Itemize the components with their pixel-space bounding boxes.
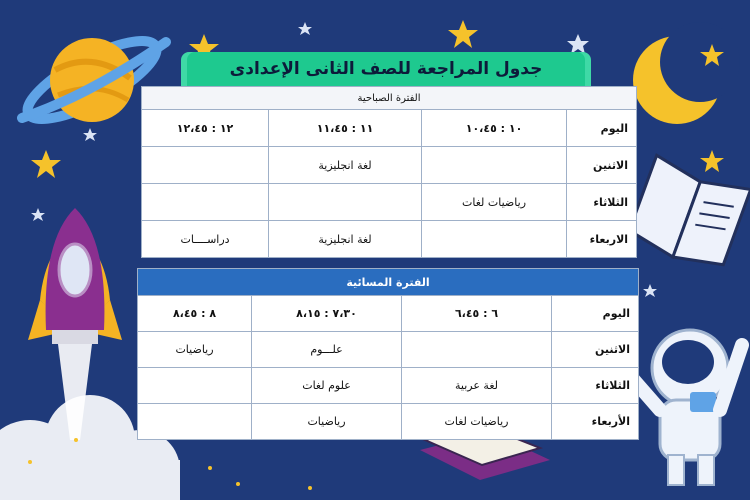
table-row [138, 368, 639, 404]
day-cell: الاربعاء [567, 221, 637, 258]
page-title: جدول المراجعة للصف الثانى الإعدادى [229, 59, 543, 79]
time-slot-cell: ١٢ : ١٢،٤٥ [142, 110, 269, 147]
time-slot-cell: ٦ : ٦،٤٥ [402, 296, 552, 332]
subject-cell [269, 184, 422, 221]
table-row [138, 332, 639, 368]
day-cell: الثلاثاء [567, 184, 637, 221]
table-row [142, 184, 637, 221]
open-book-icon [626, 155, 750, 274]
evening-schedule-table [137, 268, 639, 440]
header-day-cell: اليوم [552, 296, 639, 332]
subject-cell [138, 404, 252, 440]
table-row [142, 147, 637, 184]
time-slot-cell: ٨ : ٨،٤٥ [138, 296, 252, 332]
subject-cell: رياضيات [252, 404, 402, 440]
header-day-cell: اليوم [567, 110, 637, 147]
subject-cell: لغة عربية [402, 368, 552, 404]
subject-cell [402, 332, 552, 368]
day-cell: الاثنين [552, 332, 639, 368]
subject-cell: رياضيات لغات [402, 404, 552, 440]
day-cell: الاثنين [567, 147, 637, 184]
table-row [142, 221, 637, 258]
subject-cell: لغة انجليزية [269, 221, 422, 258]
day-cell: الأربعاء [552, 404, 639, 440]
subject-cell: لغة انجليزية [269, 147, 422, 184]
subject-cell: علوم لغات [252, 368, 402, 404]
title-band [181, 52, 591, 86]
subject-cell [422, 221, 567, 258]
morning-schedule-table [141, 86, 637, 258]
morning-heading: الفترة الصباحية [142, 87, 637, 110]
day-cell: الثلاثاء [552, 368, 639, 404]
subject-cell: دراســــات [142, 221, 269, 258]
subject-cell [138, 368, 252, 404]
evening-heading: الفترة المسائية [138, 269, 639, 296]
time-slot-cell: ٧،٣٠ : ٨،١٥ [252, 296, 402, 332]
subject-cell [142, 184, 269, 221]
table-row [142, 110, 637, 147]
subject-cell: رياضيات [138, 332, 252, 368]
table-row [138, 296, 639, 332]
astronaut-icon [625, 330, 742, 485]
subject-cell: علـــوم [252, 332, 402, 368]
time-slot-cell: ١٠ : ١٠،٤٥ [422, 110, 567, 147]
subject-cell: رياضيات لغات [422, 184, 567, 221]
time-slot-cell: ١١ : ١١،٤٥ [269, 110, 422, 147]
subject-cell [142, 147, 269, 184]
crescent-moon-icon [633, 22, 740, 124]
table-row [138, 404, 639, 440]
subject-cell [422, 147, 567, 184]
